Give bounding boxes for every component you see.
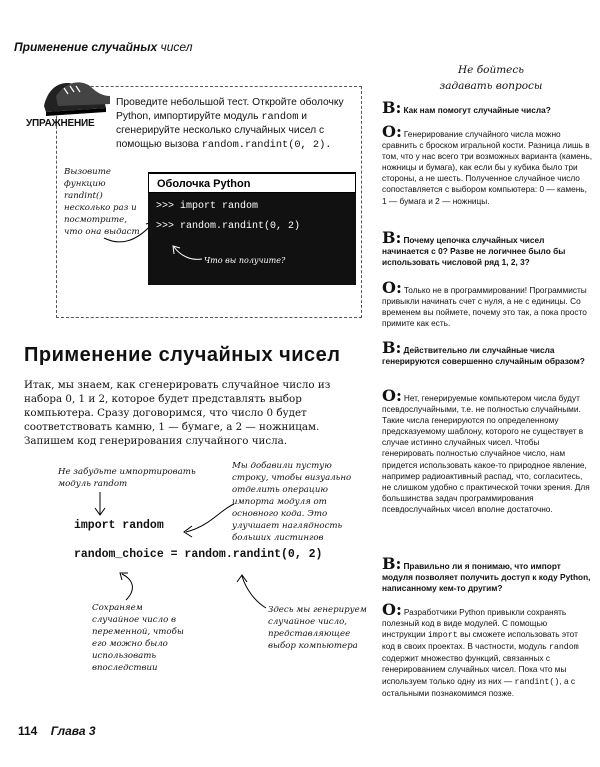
note-store-variable: Сохраняем случайное число в переменной, чтобы его можно было использовать впоследствии (92, 603, 184, 673)
section-body: Итак, мы знаем, как сгенерировать случайное число из набора 0, 1 и 2, которое будет представлять выбор компьютера. Сразу договоримся, что число 0 будет соответствовать камню, 1 — бумаге, а 2 — ножницам. Запишем код генерирования случайного числа. (24, 379, 331, 447)
note-computer-choice: Здесь мы генерируем случайное число, представляющее выбор компьютера (268, 605, 367, 651)
running-header: Применение случайных чисел (14, 40, 193, 54)
python-shell-window (148, 172, 356, 285)
faq-question-1: В: Как нам помогут случайные числа? (382, 98, 551, 117)
shell-question: Что вы получите? (204, 256, 286, 265)
arrow-up-left-icon (232, 572, 272, 612)
exercise-note: Вызовите функцию randint() несколько раз и посмотрите, что она выдаст (64, 167, 140, 237)
page-number: 114 (18, 724, 38, 738)
faq-title: Не бойтесь задавать вопросы (439, 64, 543, 92)
exercise-label: УПРАЖНЕНИЕ (26, 118, 95, 129)
shell-line-2: >>> random.randint(0, 2) (156, 221, 301, 232)
exercise-intro: Проведите небольшой тест. Откройте оболочку Python, импортируйте модуль random и сгенерируйте несколько случайных чисел с помощью вызова random.randint(0, 2). (116, 97, 344, 151)
faq-answer-2: О: Только не в программировании! Программисты привыкли начинать счет с нуля, а не с единицы. Со временем вы поймете, почему это так, а пока просто примите как есть. (382, 278, 587, 329)
chapter-label: Глава 3 (50, 724, 96, 738)
shell-line-1: >>> import random (156, 201, 259, 212)
page-footer (18, 724, 96, 738)
note-import: Не забудьте импортировать модуль random (58, 467, 196, 489)
faq-answer-1: О: Генерирование случайного числа можно сравнить с броском игральной кости. Разница лишь в том, что у нас всего три возможных варианта (камень, ножницы и бумага), как если бы у кубика было три стороны, а не шесть. Полученное случайное число сопоставляется с выбором компьютера: 0 — камень, 1 — бумага и 2 — ножницы. (382, 122, 593, 206)
shell-title: Оболочка Python (148, 173, 356, 193)
faq-question-4: В: Правильно ли я понимаю, что импорт модуля позволяет получить доступ к коду Python, написанному кем-то другим? (382, 554, 591, 594)
faq-answer-3: О: Нет, генерируемые компьютером числа будут псевдослучайными, т.е. не полностью случайными. Такие числа генерируются по определенному предсказуемому шаблону, которого не существует в случае истинно случайных чисел. Чтобы генерировать полностью случайное число, нам придется использовать какое-то природное явление, например радиоактивный распад, что, согласитесь, не слишком удобно с практической точки зрения. Для большинства задач программирования псевдослучайных чисел вполне достаточно. (382, 386, 590, 514)
question-arrow-icon (170, 243, 204, 263)
note-blank-line: Мы добавили пустую строку, чтобы визуально отделить операцию импорта модуля от основного кода. Это улучшает наглядность больших листингов (232, 461, 352, 543)
code-line-import: import random (74, 519, 164, 532)
running-shoes-icon (34, 66, 114, 126)
arrow-left-icon (170, 500, 240, 540)
faq-question-2: В: Почему цепочка случайных чисел начинается с 0? Разве не логичнее было бы использовать числовой ряд 1, 2, 3? (382, 228, 566, 268)
section-heading: Применение случайных чисел (24, 344, 341, 366)
arrow-up-icon (106, 568, 146, 602)
faq-question-3: В: Действительно ли случайные числа генерируются совершенно случайным образом? (382, 338, 585, 367)
code-line-randint: random_choice = random.randint(0, 2) (74, 548, 323, 561)
arrow-down-icon (90, 490, 110, 520)
faq-answer-4: О: Разработчики Python привыкли сохранять полезный код в виде модулей. С помощью инструкции import вы сможете использовать этот код в своих проектах. В частности, модуль random содержит множество функций, связанных с генерированием случайных чисел. Пока что мы используем только одну из них — randint(), а с остальными познакомимся позже. (382, 600, 579, 698)
